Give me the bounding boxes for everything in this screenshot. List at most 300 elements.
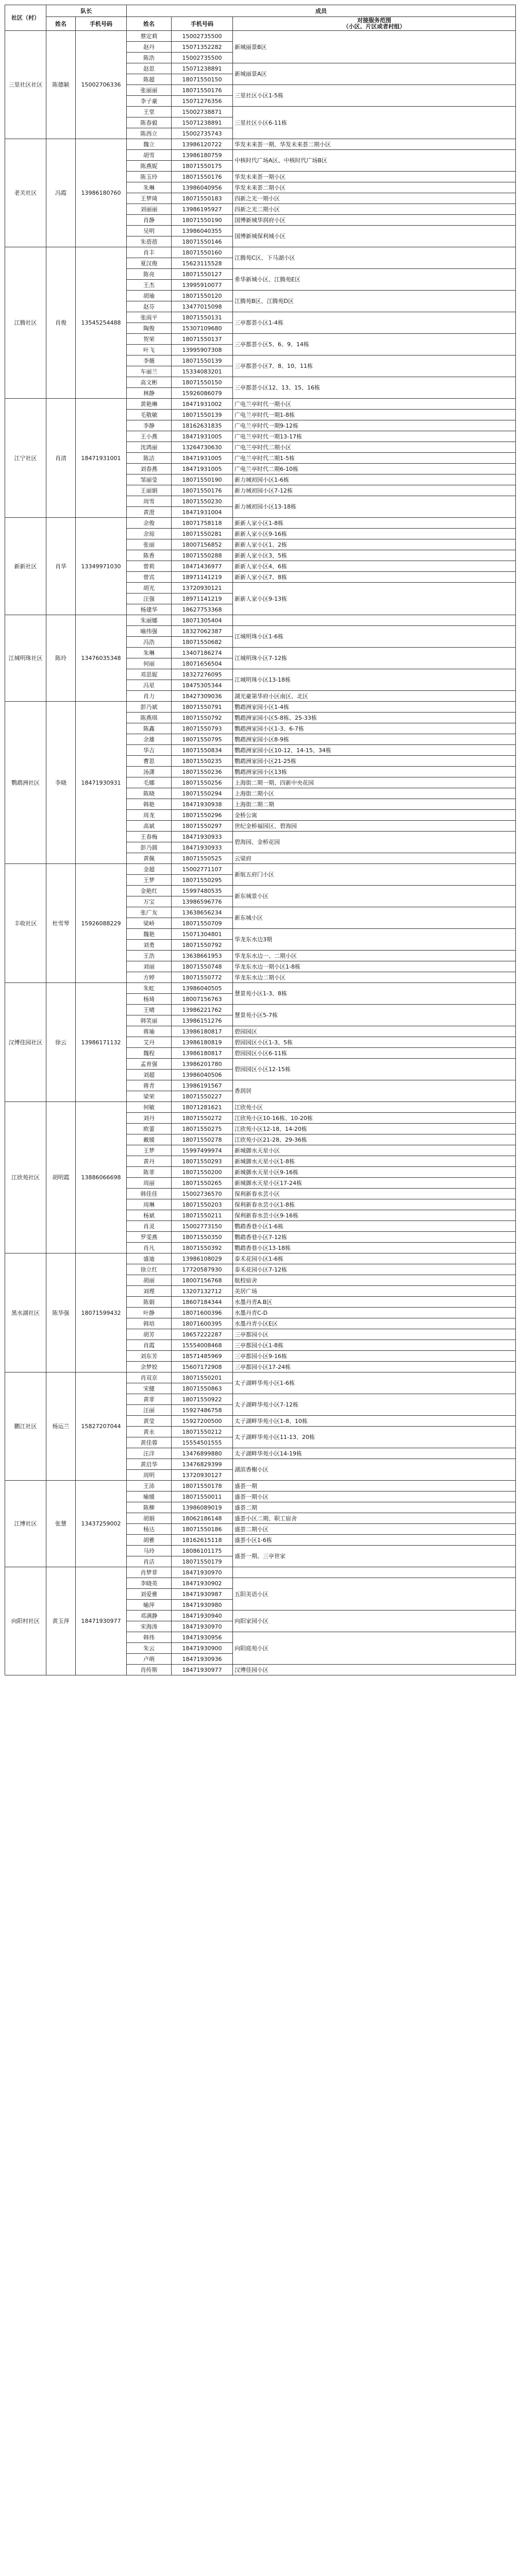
member-phone: 18071550137 — [172, 334, 233, 345]
member-name: 金艳红 — [127, 886, 172, 896]
leader-name: 肖俊 — [46, 247, 76, 399]
member-name: 汪洋 — [127, 1448, 172, 1459]
member-name: 刘爱雅 — [127, 1589, 172, 1600]
member-phone: 13986108029 — [172, 1253, 233, 1264]
service-area: 新力城初园小区7-12栋 — [233, 485, 516, 496]
service-area: 鹦鹉洲家园小区21-25栋 — [233, 756, 516, 767]
service-area: 新新人家小区1-8栋 — [233, 518, 516, 529]
member-name: 马玲 — [127, 1546, 172, 1556]
member-phone: 13264730630 — [172, 442, 233, 453]
member-phone: 18071550183 — [172, 193, 233, 204]
member-name: 王丽娟 — [127, 485, 172, 496]
member-phone: 17720587930 — [172, 1264, 233, 1275]
leader-phone: 15002706336 — [76, 31, 127, 139]
service-area: 华发未来荟二期小区 — [233, 182, 516, 193]
member-name: 肖灵 — [127, 1221, 172, 1232]
service-area: 新城丽景A区 — [233, 63, 516, 85]
member-phone: 18071550288 — [172, 550, 233, 561]
service-area: 江腾苑B区、江腾苑D区 — [233, 291, 516, 312]
service-area: 三亭都荟小区5、6、9、14栋 — [233, 334, 516, 355]
member-phone: 18427309036 — [172, 691, 233, 702]
member-phone: 15071304801 — [172, 929, 233, 940]
member-name: 喻伟强 — [127, 626, 172, 637]
header-row-1 — [5, 5, 516, 17]
member-phone: 18071550176 — [172, 485, 233, 496]
member-name: 李薇 — [127, 355, 172, 366]
member-name: 余梦姣 — [127, 1362, 172, 1372]
service-area: 慧景苑小区1-3、8栋 — [233, 983, 516, 1005]
member-phone: 18471931002 — [172, 399, 233, 410]
member-name: 宋健 — [127, 1383, 172, 1394]
service-area: 新城御水天星小区9-16栋 — [233, 1167, 516, 1178]
service-area — [233, 1567, 516, 1578]
service-area: 盛荟一期、三亭世家 — [233, 1546, 516, 1567]
table-row — [5, 31, 516, 42]
member-phone: 15071352282 — [172, 42, 233, 53]
community-name: 江宁社区 — [5, 399, 46, 518]
member-phone: 13986151276 — [172, 1015, 233, 1026]
member-phone: 18071281621 — [172, 1102, 233, 1113]
member-name: 陈浩 — [127, 53, 172, 63]
member-phone: 18071550176 — [172, 85, 233, 96]
member-name: 朱虹 — [127, 983, 172, 994]
member-phone: 18071550350 — [172, 1232, 233, 1243]
service-area: 华龙东水边一期小区1-8栋 — [233, 961, 516, 972]
service-area: 四新之光一期小区 — [233, 193, 516, 204]
service-area: 湖光豪第华府小区南区、北区 — [233, 691, 516, 702]
leader-phone: 18471931001 — [76, 399, 127, 518]
member-name: 邹丽莹 — [127, 474, 172, 485]
member-name: 张雨平 — [127, 312, 172, 323]
member-name: 朱琳 — [127, 648, 172, 658]
service-area: 鹦鹉香巷小区7-12栋 — [233, 1232, 516, 1243]
member-name: 王晴 — [127, 1005, 172, 1015]
service-area: 慧景苑小区5-7栋 — [233, 1005, 516, 1026]
member-name: 胡丽 — [127, 1275, 172, 1286]
member-phone: 13476899880 — [172, 1448, 233, 1459]
member-phone: 13720930121 — [172, 583, 233, 594]
member-phone: 13477015098 — [172, 301, 233, 312]
member-name: 王堂 — [127, 107, 172, 117]
member-name: 邓思妮 — [127, 669, 172, 680]
member-phone: 18657222287 — [172, 1329, 233, 1340]
member-phone: 15607172908 — [172, 1362, 233, 1372]
member-phone: 18071550160 — [172, 247, 233, 258]
service-area — [233, 615, 516, 626]
service-area: 三亭都园小区17-24栋 — [233, 1362, 516, 1372]
member-name: 彭乃圆 — [127, 842, 172, 853]
member-name: 赵思 — [127, 63, 172, 74]
service-area: 华发未来荟一期小区 — [233, 172, 516, 182]
member-phone: 13638661953 — [172, 951, 233, 961]
member-phone: 13986180759 — [172, 150, 233, 161]
service-area: 五阳美语小区 — [233, 1578, 516, 1611]
member-name: 高斌 — [127, 821, 172, 832]
table-row — [5, 247, 516, 258]
member-name: 艾丹 — [127, 1037, 172, 1048]
member-phone: 18071550525 — [172, 853, 233, 864]
member-phone: 18471930956 — [172, 1632, 233, 1643]
member-name: 曾莉 — [127, 561, 172, 572]
member-name: 王浩 — [127, 951, 172, 961]
service-area: 三里社区小区6-11栋 — [233, 107, 516, 139]
service-area: 江欣苑小区12-18、14-20栋 — [233, 1124, 516, 1134]
member-phone: 18071550275 — [172, 1124, 233, 1134]
member-name: 杨斌 — [127, 1210, 172, 1221]
member-phone: 18071550709 — [172, 918, 233, 929]
member-name: 陈燕妮 — [127, 161, 172, 172]
member-phone: 15002735500 — [172, 53, 233, 63]
member-phone: 18071550120 — [172, 291, 233, 301]
member-name: 高文彬 — [127, 377, 172, 388]
member-name: 刘丽 — [127, 961, 172, 972]
member-phone: 18071550278 — [172, 1134, 233, 1145]
member-name: 蒋青 — [127, 1080, 172, 1091]
service-area: 盛荟一期小区 — [233, 1492, 516, 1502]
member-name: 何敏 — [127, 1102, 172, 1113]
service-area: 新力城初园小区1-6栋 — [233, 474, 516, 485]
leader-phone: 13986171132 — [76, 983, 127, 1102]
member-phone: 18162615118 — [172, 1535, 233, 1546]
service-area: 泰禾花园小区7-12栋 — [233, 1264, 516, 1275]
service-area: 鹦鹉洲家园小区1-3、6-7栋 — [233, 723, 516, 734]
member-phone: 18471930902 — [172, 1578, 233, 1589]
member-phone: 18071550131 — [172, 312, 233, 323]
member-name: 陶俊 — [127, 323, 172, 334]
member-phone: 18071550201 — [172, 1372, 233, 1383]
member-phone: 18071550272 — [172, 1113, 233, 1124]
member-name: 韩佳佳 — [127, 1189, 172, 1199]
member-name: 黄佳蓉 — [127, 1437, 172, 1448]
member-phone: 18071550150 — [172, 74, 233, 85]
service-area: 江欣苑小区 — [233, 1102, 516, 1113]
service-area: 水墨丹青小区E区 — [233, 1318, 516, 1329]
service-area: 鹦鹉洲家园小区8-9栋 — [233, 734, 516, 745]
service-area: 国博新城保利城小区 — [233, 226, 516, 247]
leader-name: 杜雪琴 — [46, 864, 76, 983]
service-area: 太子湖畔华苑小区7-12栋 — [233, 1394, 516, 1416]
header-community: 社区（村） — [5, 5, 46, 31]
member-name: 汤潇 — [127, 767, 172, 777]
member-phone: 15623115528 — [172, 258, 233, 269]
service-area: 中核时代广场A区、中核时代广场B区 — [233, 150, 516, 172]
member-name: 孟育强 — [127, 1059, 172, 1070]
member-phone: 13986089019 — [172, 1502, 233, 1513]
member-name: 刘东芳 — [127, 1351, 172, 1362]
service-area: 云梁府 — [233, 853, 516, 864]
member-phone: 18071550748 — [172, 961, 233, 972]
member-name: 魏程 — [127, 1048, 172, 1059]
member-phone: 13986120722 — [172, 139, 233, 150]
member-name: 王杰 — [127, 280, 172, 291]
member-name: 王梦 — [127, 875, 172, 886]
member-name: 宋海涛 — [127, 1621, 172, 1632]
community-name: 江腾社区 — [5, 247, 46, 399]
service-area: 碧园园区小区1-3、5栋 — [233, 1037, 516, 1048]
member-name: 肖双京 — [127, 1372, 172, 1383]
service-area: 新城御水天星小区17-24栋 — [233, 1178, 516, 1189]
member-name: 韩艳 — [127, 799, 172, 810]
member-name: 李静 — [127, 420, 172, 431]
service-area: 广电兰亭时代一期13-17栋 — [233, 431, 516, 442]
member-phone: 18971141219 — [172, 572, 233, 583]
service-area: 鹦鹉香巷小区13-18栋 — [233, 1243, 516, 1253]
member-phone: 18471930970 — [172, 1621, 233, 1632]
leader-phone: 15926088229 — [76, 864, 127, 983]
member-phone: 13995907308 — [172, 345, 233, 355]
member-name: 卢萌 — [127, 1654, 172, 1665]
member-phone: 18627753368 — [172, 604, 233, 615]
community-name: 鹦鹉洲社区 — [5, 702, 46, 864]
service-area: 保利新春水芸小区 — [233, 1189, 516, 1199]
leader-name: 徐云 — [46, 983, 76, 1102]
member-phone: 18071550235 — [172, 756, 233, 767]
leader-phone: 13476035348 — [76, 615, 127, 702]
member-name: 肖丰 — [127, 247, 172, 258]
member-name: 王小燕 — [127, 431, 172, 442]
member-name: 陈西立 — [127, 128, 172, 139]
member-name: 杨达 — [127, 1524, 172, 1535]
member-phone: 18471930970 — [172, 1567, 233, 1578]
member-name: 夏汉俊 — [127, 258, 172, 269]
service-area: 江城明珠小区13-18栋 — [233, 669, 516, 691]
member-phone: 15927486758 — [172, 1405, 233, 1416]
member-phone: 18471930933 — [172, 842, 233, 853]
member-name: 陈亮 — [127, 269, 172, 280]
member-phone: 18007156852 — [172, 539, 233, 550]
service-area: 汉博佳园小区 — [233, 1665, 516, 1675]
member-phone: 18471931005 — [172, 464, 233, 474]
service-area: 金桥公寓 — [233, 810, 516, 821]
service-area: 鹦鹉洲家园小区13栋 — [233, 767, 516, 777]
service-area: 上海街二期小区 — [233, 788, 516, 799]
leader-phone: 13437259002 — [76, 1481, 127, 1567]
member-name: 万宝 — [127, 896, 172, 907]
service-area: 广电兰亭时代一期小区 — [233, 399, 516, 410]
service-area: 新城御水天星小区1-8栋 — [233, 1156, 516, 1167]
header-area: 对接服务范围 （小区、片区或者村组） — [233, 17, 516, 31]
member-phone: 13986040355 — [172, 226, 233, 236]
member-phone: 18071550186 — [172, 1524, 233, 1535]
member-phone: 18471930938 — [172, 799, 233, 810]
member-phone: 13986221762 — [172, 1005, 233, 1015]
leader-name: 黄玉萍 — [46, 1567, 76, 1675]
member-name: 周明 — [127, 1470, 172, 1481]
member-phone: 18327276095 — [172, 669, 233, 680]
member-name: 黄丹 — [127, 1156, 172, 1167]
table-row — [5, 399, 516, 410]
member-phone: 18071600396 — [172, 1308, 233, 1318]
member-phone: 18071550297 — [172, 821, 233, 832]
member-phone: 13207132712 — [172, 1286, 233, 1297]
member-name: 华吉 — [127, 745, 172, 756]
service-area: 太子湖畔华苑小区1-6栋 — [233, 1372, 516, 1394]
table-row — [5, 702, 516, 713]
table-row — [5, 1253, 516, 1264]
member-name: 余琼 — [127, 529, 172, 539]
leader-phone: 13886066698 — [76, 1102, 127, 1253]
member-name: 彭乃斌 — [127, 702, 172, 713]
member-phone: 15997499974 — [172, 1145, 233, 1156]
member-phone: 18071550190 — [172, 474, 233, 485]
member-name: 张广友 — [127, 907, 172, 918]
member-phone: 18162631835 — [172, 420, 233, 431]
member-name: 杨建华 — [127, 604, 172, 615]
member-name: 汪丽 — [127, 1405, 172, 1416]
member-phone: 18007156768 — [172, 1275, 233, 1286]
table-row — [5, 1372, 516, 1383]
member-phone: 18971141219 — [172, 594, 233, 604]
member-phone: 18071550772 — [172, 972, 233, 983]
member-name: 陈洁 — [127, 453, 172, 464]
service-area: 新航五府门小区 — [233, 864, 516, 886]
member-name: 胡娟 — [127, 1513, 172, 1524]
member-name: 胡雪 — [127, 150, 172, 161]
service-area: 美居广场 — [233, 1286, 516, 1297]
member-name: 徐立红 — [127, 1264, 172, 1275]
service-area: 香润居 — [233, 1080, 516, 1102]
member-name: 刘丽丽 — [127, 204, 172, 215]
member-phone: 13986195927 — [172, 204, 233, 215]
member-name: 黄艳琳 — [127, 399, 172, 410]
service-area: 三亭都园小区1-8栋 — [233, 1340, 516, 1351]
member-phone: 18071550265 — [172, 1178, 233, 1189]
community-name: 丰收社区 — [5, 864, 46, 983]
leader-phone: 13986180760 — [76, 139, 127, 247]
member-name: 赵芬 — [127, 301, 172, 312]
service-area: 鹦鹉香巷小区1-6栋 — [233, 1221, 516, 1232]
member-phone: 18071550175 — [172, 161, 233, 172]
service-area: 碧海园、金桥花园 — [233, 832, 516, 853]
member-name: 盛迪 — [127, 1253, 172, 1264]
member-name: 金超 — [127, 864, 172, 875]
service-area: 保利新春水芸小区1-8栋 — [233, 1199, 516, 1210]
member-phone: 18071550146 — [172, 236, 233, 247]
member-phone: 18471930933 — [172, 832, 233, 842]
service-area: 国博新城华润府小区 — [233, 215, 516, 226]
member-name: 肖霞 — [127, 1340, 172, 1351]
member-phone: 18071305404 — [172, 615, 233, 626]
header-members: 成员 — [127, 5, 516, 17]
table-row — [5, 983, 516, 994]
member-name: 车丽兰 — [127, 366, 172, 377]
member-name: 冯星 — [127, 680, 172, 691]
member-phone: 15002771107 — [172, 864, 233, 875]
member-name: 陈香 — [127, 550, 172, 561]
member-phone: 18071550150 — [172, 377, 233, 388]
community-name: 新新社区 — [5, 518, 46, 615]
member-phone: 18071550176 — [172, 172, 233, 182]
member-phone: 18071550296 — [172, 810, 233, 821]
community-name: 老关社区 — [5, 139, 46, 247]
member-phone: 13986596776 — [172, 896, 233, 907]
service-area: 盛荟小区1-6栋 — [233, 1535, 516, 1546]
member-phone: 15554008468 — [172, 1340, 233, 1351]
member-phone: 13476829399 — [172, 1459, 233, 1470]
member-phone: 13986040956 — [172, 182, 233, 193]
community-name: 江博社区 — [5, 1481, 46, 1567]
member-phone: 18607184344 — [172, 1297, 233, 1308]
leader-name: 陈德颖 — [46, 31, 76, 139]
member-name: 李子豪 — [127, 96, 172, 107]
member-name: 魏立 — [127, 139, 172, 150]
service-area: 水墨丹青A.B区 — [233, 1297, 516, 1308]
member-name: 梁峤 — [127, 918, 172, 929]
member-name: 张丽 — [127, 539, 172, 550]
member-phone: 18475305344 — [172, 680, 233, 691]
member-name: 肖力 — [127, 691, 172, 702]
member-name: 王沛 — [127, 1481, 172, 1492]
table-row — [5, 864, 516, 875]
service-area: 三亭都园小区 — [233, 1329, 516, 1340]
table-row — [5, 1567, 516, 1578]
leader-name: 陈华强 — [46, 1253, 76, 1372]
member-name: 陈菲 — [127, 1167, 172, 1178]
member-name: 周丽 — [127, 1178, 172, 1189]
service-area: 鹦鹉洲家园小区10-12、14-15、34栋 — [233, 745, 516, 756]
member-name: 周琳 — [127, 1199, 172, 1210]
member-phone: 18071550682 — [172, 637, 233, 648]
leader-phone: 13545254488 — [76, 247, 127, 399]
member-phone: 18471930977 — [172, 1665, 233, 1675]
member-name: 蔡定莉 — [127, 31, 172, 42]
leader-name: 张慧 — [46, 1481, 76, 1567]
header-row-2 — [5, 17, 516, 31]
member-name: 赵丹 — [127, 42, 172, 53]
service-area: 新新人家小区4、6栋 — [233, 561, 516, 572]
member-name: 肖传斯 — [127, 1665, 172, 1675]
member-name: 陈燕琪 — [127, 713, 172, 723]
service-area: 广电兰亭时代二期6-10栋 — [233, 464, 516, 474]
service-area: 三亭都荟小区12、13、15、16栋 — [233, 377, 516, 399]
service-area: 盛荟小区二期、职工宿舍 — [233, 1513, 516, 1524]
member-name: 黄莹 — [127, 1416, 172, 1427]
member-phone: 18071550295 — [172, 875, 233, 886]
member-name: 朱蓓蓓 — [127, 236, 172, 247]
member-phone: 15071238891 — [172, 117, 233, 128]
service-area: 华龙东水边二期小区 — [233, 972, 516, 983]
member-name: 曾宾 — [127, 572, 172, 583]
header-team-leader: 队长 — [46, 5, 127, 17]
service-area: 希华新城小区、江腾苑E区 — [233, 269, 516, 291]
service-area: 新城丽景B区 — [233, 31, 516, 63]
service-area: 盛荟二期 — [233, 1502, 516, 1513]
header-member-name: 姓名 — [127, 17, 172, 31]
member-phone: 18071550791 — [172, 702, 233, 713]
member-name: 喻媛 — [127, 1492, 172, 1502]
member-name: 朱云 — [127, 1643, 172, 1654]
service-area: 碧园园区小区6-11栋 — [233, 1048, 516, 1059]
member-phone: 15927200500 — [172, 1416, 233, 1427]
leader-name: 冯霞 — [46, 139, 76, 247]
service-area: 向阳家园小区 — [233, 1611, 516, 1632]
service-area: 三亭都荟小区1-4栋 — [233, 312, 516, 334]
member-phone: 15307109680 — [172, 323, 233, 334]
member-name: 余雄 — [127, 734, 172, 745]
member-name: 肖静 — [127, 215, 172, 226]
member-name: 杨琦 — [127, 994, 172, 1005]
member-phone: 18071550139 — [172, 355, 233, 366]
leader-name: 肖华 — [46, 518, 76, 615]
member-phone: 18071550922 — [172, 1394, 233, 1405]
member-name: 刘勇 — [127, 940, 172, 951]
member-phone: 18086101175 — [172, 1546, 233, 1556]
member-phone: 18327062387 — [172, 626, 233, 637]
member-name: 肖凡 — [127, 1243, 172, 1253]
member-phone: 15002735500 — [172, 31, 233, 42]
leader-name: 胡明霞 — [46, 1102, 76, 1253]
member-name: 黄永 — [127, 1427, 172, 1437]
